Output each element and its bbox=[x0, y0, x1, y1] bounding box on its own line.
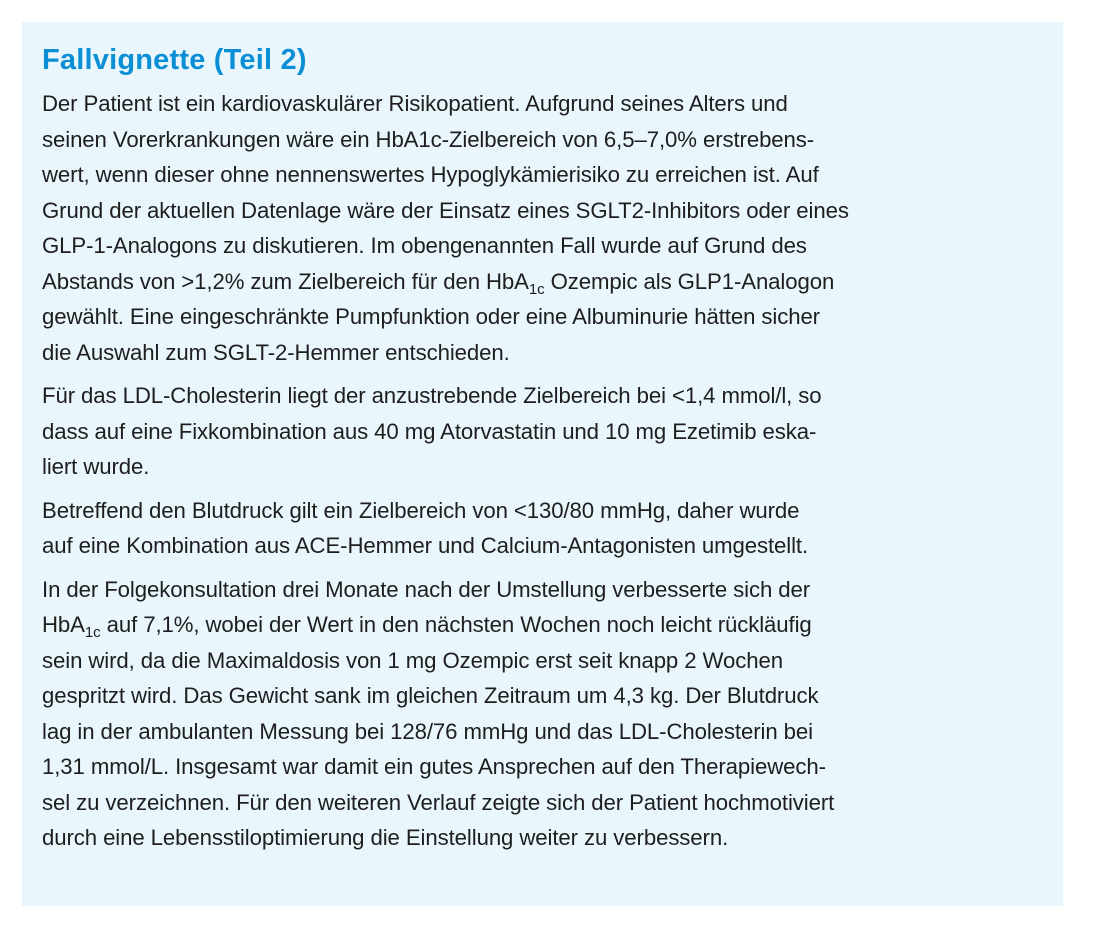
text-line bbox=[42, 264, 1043, 300]
text-line: sein wird, da die Maximaldosis von 1 mg Ozempic erst seit knapp 2 Wochen bbox=[42, 647, 783, 673]
text-line: liert wurde. bbox=[42, 454, 150, 479]
text-line: die Auswahl zum SGLT-2-Hemmer entschieden. bbox=[42, 339, 510, 365]
text-line: Betreffend den Blutdruck gilt ein Zielbereich von <130/80 mmHg, daher wurde bbox=[42, 497, 800, 523]
text-fragment: auf 7,1%, wobei der Wert in den nächsten Wochen noch leicht rückläufig bbox=[100, 612, 812, 637]
text-line: sel zu verzeichnen. Für den weiteren Verlauf zeigte sich der Patient hochmotiviert bbox=[42, 789, 835, 815]
text-line: durch eine Lebensstiloptimierung die Einstellung weiter zu verbessern. bbox=[42, 825, 729, 850]
text-fragment: Ozempic als GLP1-Analogon bbox=[544, 268, 835, 294]
text-line: Der Patient ist ein kardiovaskulärer Risikopatient. Aufgrund seines Alters und bbox=[42, 91, 788, 116]
text-fragment: Abstands von >1,2% zum Zielbereich für den HbA bbox=[42, 268, 529, 294]
paragraph-blood-pressure bbox=[42, 493, 1043, 564]
text-line: gewählt. Eine eingeschränkte Pumpfunktion oder eine Albuminurie hätten sicher bbox=[42, 304, 820, 329]
paragraph-ldl-cholesterol bbox=[42, 378, 1043, 485]
text-line: 1,31 mmol/L. Insgesamt war damit ein gutes Ansprechen auf den Therapiewech- bbox=[42, 754, 826, 779]
paragraph-follow-up bbox=[42, 572, 1043, 856]
case-vignette-box bbox=[22, 22, 1063, 906]
paragraph-therapy-choice bbox=[42, 86, 1043, 370]
text-line: Für das LDL-Cholesterin liegt der anzustrebende Zielbereich bei <1,4 mmol/l, so bbox=[42, 383, 822, 408]
text-line: gespritzt wird. Das Gewicht sank im gleichen Zeitraum um 4,3 kg. Der Blutdruck bbox=[42, 683, 819, 708]
text-line: lag in der ambulanten Messung bei 128/76 mmHg und das LDL-Cholesterin bei bbox=[42, 718, 813, 744]
text-line: seinen Vorerkrankungen wäre ein HbA1c-Zielbereich von 6,5–7,0% erstrebens- bbox=[42, 126, 815, 152]
text-line bbox=[42, 607, 1043, 643]
text-line: dass auf eine Fixkombination aus 40 mg Atorvastatin und 10 mg Ezetimib eska- bbox=[42, 418, 817, 444]
text-fragment: HbA bbox=[42, 612, 85, 637]
text-line: In der Folgekonsultation drei Monate nach der Umstellung verbesserte sich der bbox=[42, 576, 811, 602]
text-line: GLP-1-Analogons zu diskutieren. Im obengenannten Fall wurde auf Grund des bbox=[42, 233, 807, 258]
box-body bbox=[42, 86, 1043, 856]
subscript: 1c bbox=[528, 280, 545, 298]
text-line: wert, wenn dieser ohne nennenswertes Hypoglykämierisiko zu erreichen ist. Auf bbox=[42, 162, 819, 187]
box-title: Fallvignette (Teil 2) bbox=[42, 44, 307, 76]
text-line: auf eine Kombination aus ACE-Hemmer und Calcium-Antagonisten umgestellt. bbox=[42, 533, 809, 558]
subscript: 1c bbox=[84, 624, 101, 641]
text-line: Grund der aktuellen Datenlage wäre der Einsatz eines SGLT2-Inhibitors oder eines bbox=[42, 197, 849, 223]
